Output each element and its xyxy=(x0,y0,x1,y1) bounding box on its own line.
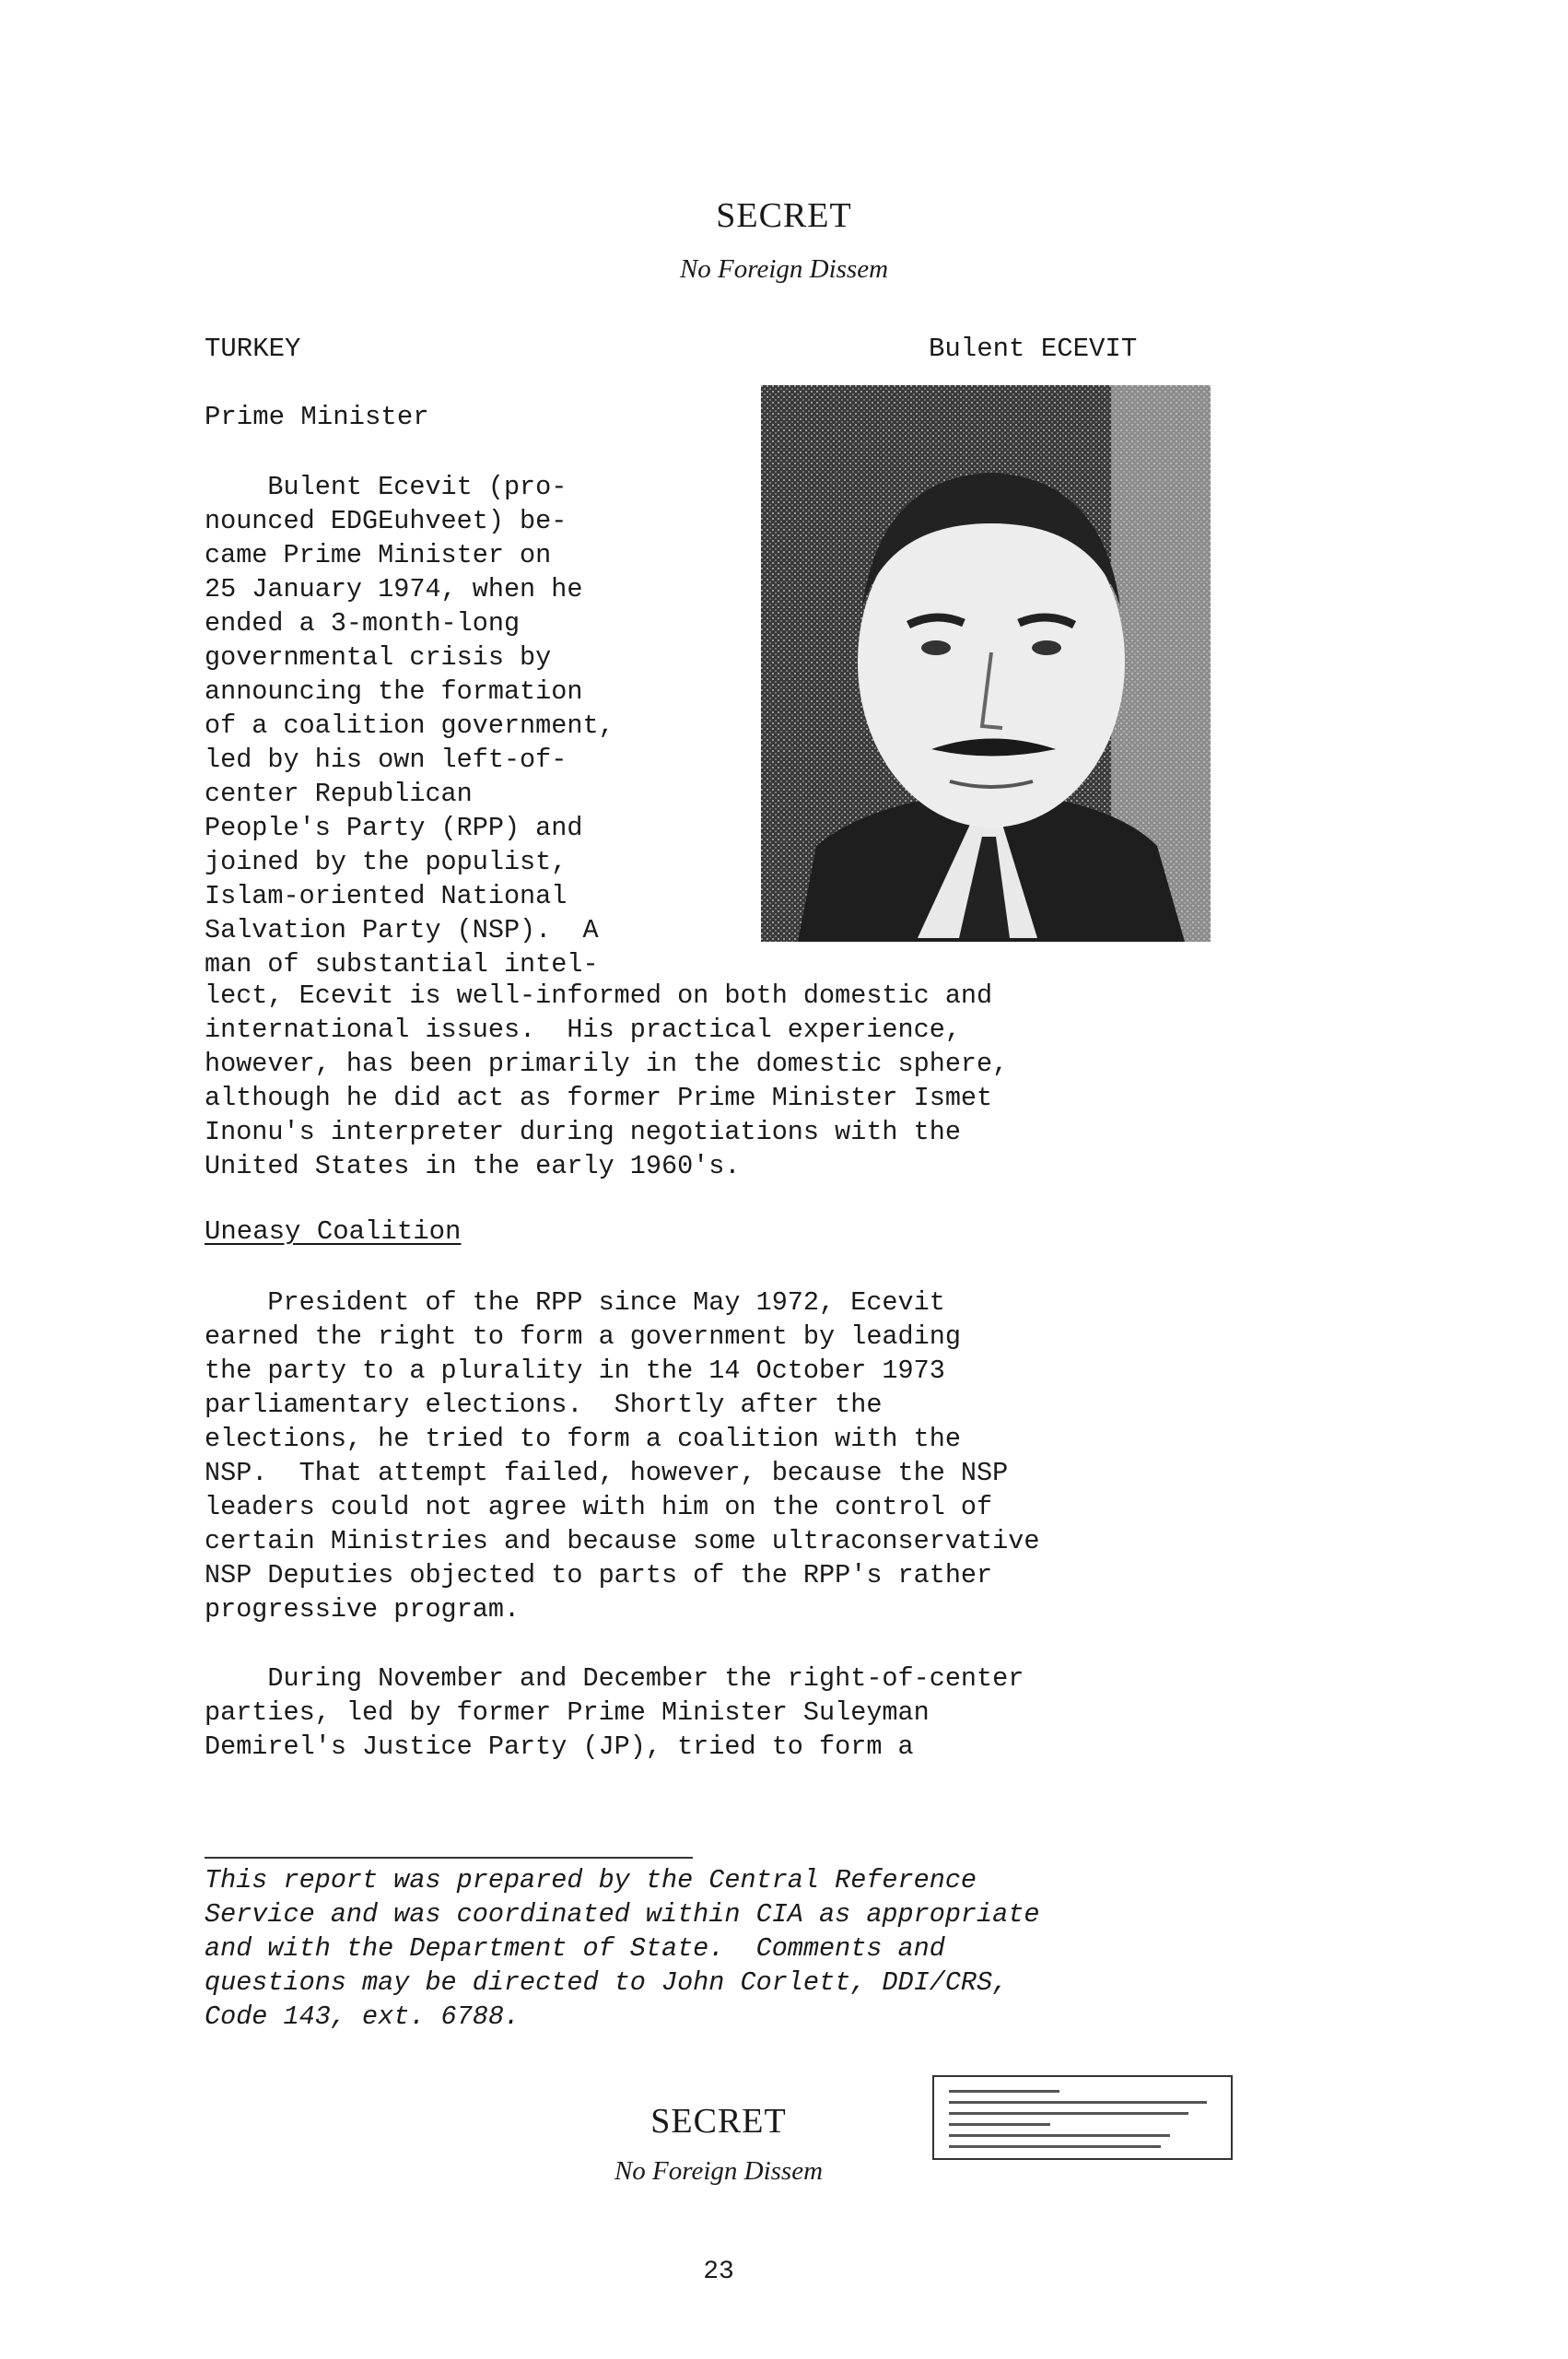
footnote: This report was prepared by the Central Reference Service and was coordinated within CIA as appropriate and with the Department of State. Comments and questions may be directed to John Corlett, DDI/CRS, Code 143, ext. 6788. xyxy=(205,1865,1040,2032)
portrait-photo-icon-svg xyxy=(761,385,1211,942)
bottom-classification: SECRET xyxy=(650,2102,787,2141)
top-dissemination: No Foreign Dissem xyxy=(679,254,889,284)
subject-title: Prime Minister xyxy=(205,402,429,432)
declassification-stamp-icon xyxy=(932,2075,1233,2160)
portrait-photo-icon xyxy=(761,385,1211,942)
bottom-dissemination: No Foreign Dissem xyxy=(614,2156,824,2186)
top-classification: SECRET xyxy=(716,196,852,235)
page-number: 23 xyxy=(703,2258,734,2286)
subject-name: Bulent ECEVIT xyxy=(929,334,1138,364)
paragraph-1-wide: lect, Ecevit is well-informed on both domestic and international issues. His practical experience, however, has been primarily in the domestic sphere, although he did act as former Prime Minister Ismet Inonu's interpreter during negotiations with the United States in the early 1960's. xyxy=(205,980,1009,1181)
paragraph-1-narrow: Bulent Ecevit (pro- nounced EDGEuhveet) be- came Prime Minister on 25 January 1974, when he ended a 3-month-long governmental crisis by announcing the formation of a coalition government, led by his own left-of- center Republican People's Party (RPP) and joined by the populist, Islam-oriented National Salvation Party (NSP). A man of substantial intel- xyxy=(205,472,614,980)
paragraph-2: President of the RPP since May 1972, Ecevit earned the right to form a government by leading the party to a plurality in the 14 October 1973 parliamentary elections. Shortly after the elections, he tried to form a coalition with the NSP. That attempt failed, however, because the NSP leaders could not agree with him on the control of certain Ministries and because some ultraconservative NSP Deputies objected to parts of the RPP's rather progressive program. xyxy=(205,1287,1040,1625)
country-label: TURKEY xyxy=(205,334,301,364)
paragraph-3: During November and December the right-of-center parties, led by former Prime Minister Suleyman Demirel's Justice Party (JP), tried to form a xyxy=(205,1663,1024,1762)
section-heading: Uneasy Coalition xyxy=(205,1216,462,1247)
footnote-divider xyxy=(205,1857,693,1859)
